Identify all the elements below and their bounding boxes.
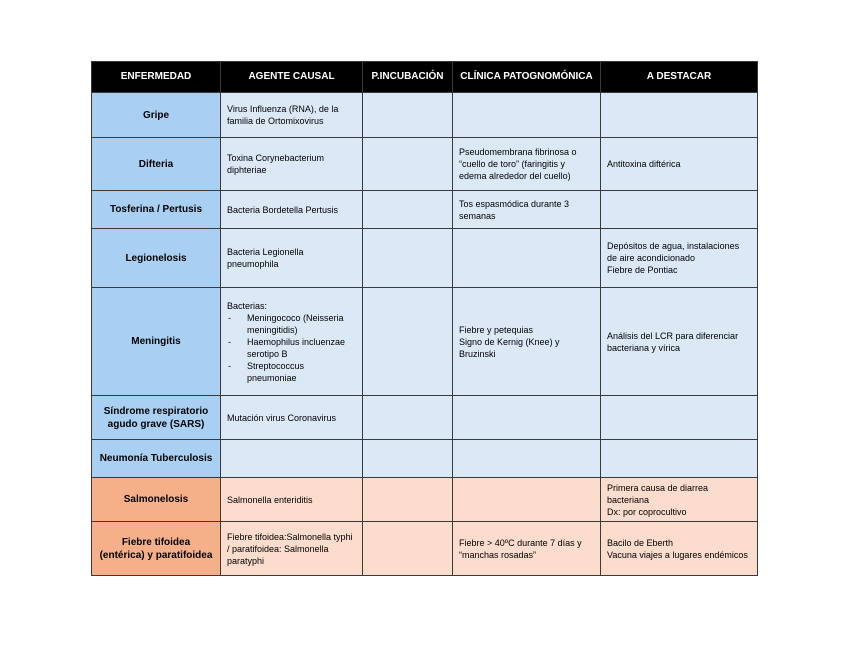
- agent-cell: Virus Influenza (RNA), de la familia de Ortomixovirus: [221, 93, 363, 138]
- disease-cell: Salmonelosis: [92, 478, 221, 522]
- agent-cell: [221, 288, 363, 396]
- agent-intro: Bacterias:: [227, 300, 268, 311]
- agent-list: [227, 312, 356, 384]
- notes-line: Dx: por coprocultivo: [607, 506, 687, 517]
- disease-cell: Legionelosis: [92, 229, 221, 288]
- incubation-cell: [363, 288, 453, 396]
- clinical-cell: Tos espasmódica durante 3 semanas: [453, 191, 601, 229]
- header-enfermedad: ENFERMEDAD: [92, 62, 221, 93]
- notes-line: Fiebre de Pontiac: [607, 265, 678, 275]
- notes-line: Vacuna viajes a lugares endémicos: [607, 549, 748, 560]
- table-row: [92, 478, 758, 522]
- incubation-cell: [363, 396, 453, 440]
- header-clinica: CLÍNICA PATOGNOMÓNICA: [453, 62, 601, 93]
- incubation-cell: [363, 138, 453, 191]
- table-row: [92, 229, 758, 288]
- incubation-cell: [363, 229, 453, 288]
- table-row: [92, 522, 758, 576]
- incubation-cell: [363, 522, 453, 576]
- table-row: [92, 288, 758, 396]
- notes-cell: [601, 396, 758, 440]
- clinical-cell: [453, 396, 601, 440]
- notes-line: Primera causa de diarrea bacteriana: [607, 482, 709, 505]
- notes-line: Depósitos de agua, instalaciones de aire acondicionado: [607, 241, 740, 263]
- disease-cell: Tosferina / Pertusis: [92, 191, 221, 229]
- disease-cell: Difteria: [92, 138, 221, 191]
- table-row: [92, 440, 758, 478]
- disease-cell: Fiebre tifoidea (entérica) y paratifoidea: [92, 522, 221, 576]
- notes-line: Bacilo de Eberth: [607, 537, 674, 548]
- agent-cell: Bacteria Legionella pneumophila: [221, 229, 363, 288]
- clinical-cell: Pseudomembrana fibrinosa o “cuello de toro” (faringitis y edema alrededor del cuello): [453, 138, 601, 191]
- notes-cell: [601, 440, 758, 478]
- table-row: [92, 138, 758, 191]
- diseases-table: [91, 61, 758, 576]
- notes-cell: Antitoxina diftérica: [601, 138, 758, 191]
- notes-cell: [601, 229, 758, 288]
- notes-cell: [601, 191, 758, 229]
- list-item: - Haemophilus incluenzae serotipo B: [227, 336, 356, 360]
- agent-cell: Bacteria Bordetella Pertusis: [221, 191, 363, 229]
- notes-cell: [601, 522, 758, 576]
- clinical-cell: [453, 478, 601, 522]
- list-item: - Streptococcus pneumoniae: [227, 360, 356, 384]
- clinical-cell: [453, 229, 601, 288]
- table-row: [92, 191, 758, 229]
- list-item: - Meningococo (Neisseria meningitidis): [227, 312, 356, 336]
- clinical-cell: [453, 440, 601, 478]
- table-row: [92, 396, 758, 440]
- header-destacar: A DESTACAR: [601, 62, 758, 93]
- disease-cell: Síndrome respiratorio agudo grave (SARS): [92, 396, 221, 440]
- agent-cell: Mutación virus Coronavirus: [221, 396, 363, 440]
- agent-cell: Salmonella enteriditis: [221, 478, 363, 522]
- incubation-cell: [363, 191, 453, 229]
- table-row: [92, 93, 758, 138]
- header-incubacion: P.INCUBACIÓN: [363, 62, 453, 93]
- notes-cell: [601, 93, 758, 138]
- table-header-row: [92, 62, 758, 93]
- agent-cell: [221, 440, 363, 478]
- clinical-line: Signo de Kernig (Knee) y Bruzinski: [459, 336, 560, 359]
- incubation-cell: [363, 93, 453, 138]
- disease-cell: Gripe: [92, 93, 221, 138]
- notes-cell: [601, 478, 758, 522]
- agent-cell: Fiebre tifoidea:Salmonella typhi / paratifoidea: Salmonella paratyphi: [221, 522, 363, 576]
- incubation-cell: [363, 478, 453, 522]
- header-agente-causal: AGENTE CAUSAL: [221, 62, 363, 93]
- clinical-cell: [453, 288, 601, 396]
- disease-cell: Meningitis: [92, 288, 221, 396]
- clinical-line: Fiebre y petequias: [459, 324, 534, 335]
- clinical-cell: [453, 93, 601, 138]
- notes-cell: Análisis del LCR para diferenciar bacteriana y vírica: [601, 288, 758, 396]
- agent-cell: Toxina Corynebacterium diphteriae: [221, 138, 363, 191]
- incubation-cell: [363, 440, 453, 478]
- clinical-cell: Fiebre > 40ºC durante 7 días y “manchas rosadas”: [453, 522, 601, 576]
- disease-cell: Neumonía Tuberculosis: [92, 440, 221, 478]
